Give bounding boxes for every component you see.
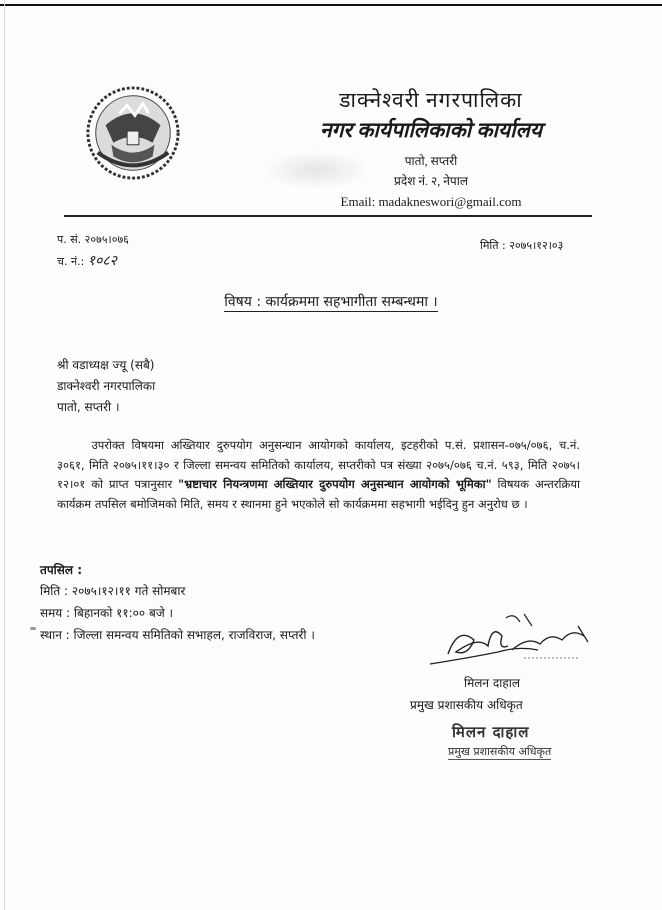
municipality-name: डाक्नेश्वरी नगरपालिका — [339, 88, 523, 112]
margin-mark — [30, 627, 36, 630]
body-text-1: उपरोक्त विषयमा अख्तियार दुरुपयोग अनुसन्धान आयोगको कार्यालय, इटहरीको प.सं. प्रशासन-०७५/०७६, च.नं. ३०६१, मिति २०७५।११।३० र जिल्ला समन्वय समितिको कार्यालय, सप्तरीको पत्र संख्या २०७५/०७६ च.नं. ५९३, मिति २०७५।१२।०१ को प्राप्त पत्रानुसार — [57, 438, 580, 491]
signatory-name: मिलन दाहाल — [464, 676, 520, 690]
letter-date: मिति : २०७५।१२।०३ — [480, 239, 564, 252]
subject-line — [0, 292, 662, 311]
reference-cn-handwritten: १०८२ — [87, 253, 117, 269]
subject-text: विषय : कार्यक्रममा सहभागीता सम्बन्धमा । — [224, 294, 438, 310]
signatory-title: प्रमुख प्रशासकीय अधिकृत — [410, 698, 523, 712]
address-line-1: पातो, सप्तरी — [404, 154, 458, 168]
page-edge — [4, 0, 5, 910]
handwritten-signature — [428, 606, 598, 670]
top-border — [0, 4, 662, 6]
office-email: Email: madakneswori@gmail.com — [340, 194, 522, 209]
reference-ps: प. सं. २०७५।०७६ — [57, 233, 129, 246]
body-text-2: विषयक अन्तरक्रिया कार्यक्रम तपसिल बमोजिमको मिति, समय र स्थानमा हुने भएकोले सो कार्यक्रममा सहभागी भईदिनु हुन अनुरोध छ । — [57, 477, 580, 511]
details-place: स्थान : जिल्ला समन्वय समितिको सभाहल, राजविराज, सप्तरी । — [40, 628, 315, 642]
details-time: समय : बिहानको ११:०० बजे । — [40, 606, 174, 620]
details-heading: तपसिल : — [40, 563, 82, 577]
reference-cn — [57, 251, 117, 270]
body-paragraph — [57, 436, 580, 514]
recipient-line-3: पातो, सप्तरी । — [57, 400, 120, 414]
body-program-title: "भ्रष्टाचार नियन्त्रणमा अख्तियार दुरुपयोग अनुसन्धान आयोगको भूमिका" — [178, 477, 492, 491]
address-line-2: प्रदेश नं. २, नेपाल — [394, 174, 468, 188]
office-name: नगर कार्यपालिकाको कार्यालय — [319, 118, 543, 142]
recipient-line-1: श्री वडाध्यक्ष ज्यू (सबै) — [57, 358, 155, 372]
stamp-name: मिलन दाहाल — [452, 723, 530, 741]
recipient-line-2: डाक्नेश्वरी नगरपालिका — [57, 379, 156, 393]
details-date: मिति : २०७५।१२।११ गते सोमबार — [40, 584, 186, 598]
stamp-title: प्रमुख प्रशासकीय अधिकृत — [448, 745, 552, 758]
reference-cn-label: च. नं.: — [57, 255, 85, 268]
header-divider — [64, 215, 592, 217]
